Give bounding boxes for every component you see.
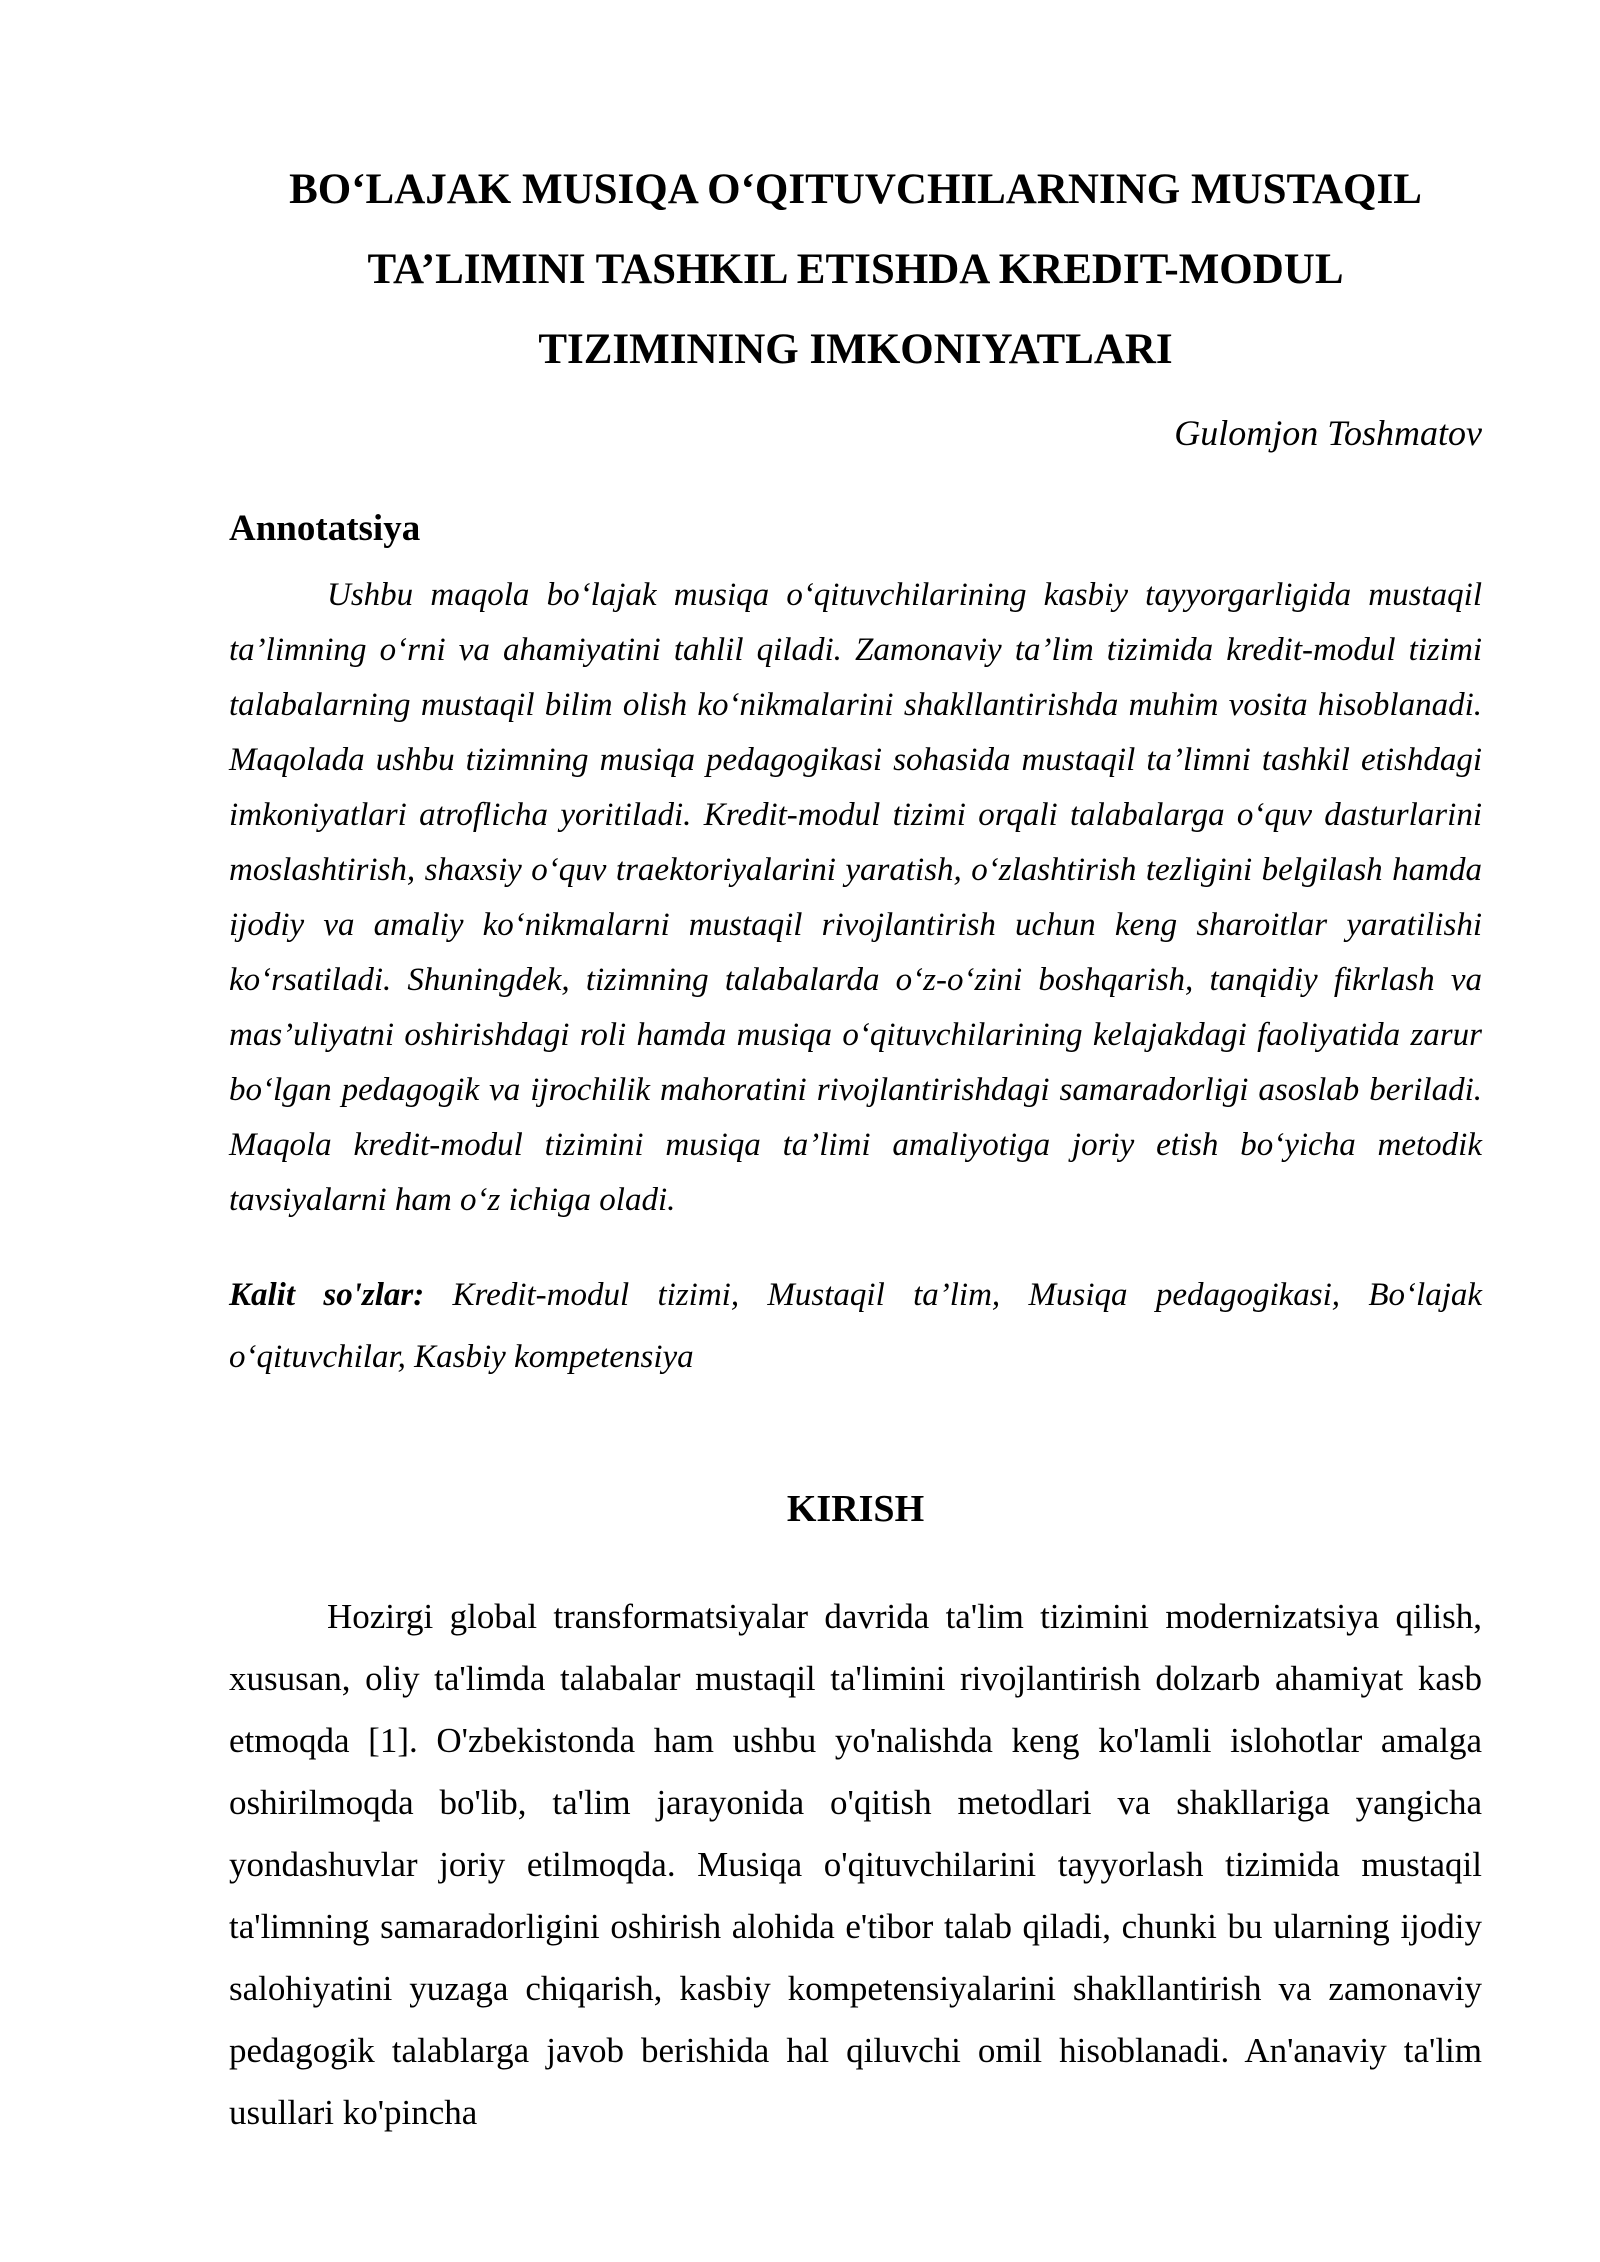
article-title-line-3: TIZIMINING IMKONIYATLARI <box>538 326 1173 373</box>
keywords-label: Kalit so'zlar: <box>229 1277 425 1313</box>
article-title <box>229 150 1482 390</box>
section-heading-kirish: KIRISH <box>786 1488 925 1530</box>
keywords-text: Kredit-modul tizimi, Mustaqil ta’lim, Musiqa pedagogikasi, Bo‘lajak o‘qituvchilar, Kasbiy kompetensiya <box>229 1277 1483 1375</box>
abstract-text: Ushbu maqola bo‘lajak musiqa o‘qituvchilarining kasbiy tayyorgarligida mustaqil ta’limning o‘rni va ahamiyatini tahlil qiladi. Zamonaviy ta’lim tizimida kredit-modul tizimi talabalarning mustaqil bilim olish ko‘nikmalarini shakllantirishda muhim vosita hisoblanadi. Maqolada ushbu tizimning musiqa pedagogikasi sohasida mustaqil ta’limni tashkil etishdagi imkoniyatlari atroflicha yoritiladi. Kredit-modul tizimi orqali talabalarga o‘quv dasturlarini moslashtirish, shaxsiy o‘quv traektoriyalarini yaratish, o‘zlashtirish tezligini belgilash hamda ijodiy va amaliy ko‘nikmalarni mustaqil rivojlantirish uchun keng sharoitlar yaratilishi ko‘rsatiladi. Shuningdek, tizimning talabalarda o‘z-o‘zini boshqarish, tanqidiy fikrlash va mas’uliyatni oshirishdagi roli hamda musiqa o‘qituvchilarining kelajakdagi faoliyatida zarur bo‘lgan pedagogik va ijrochilik mahoratini rivojlantirishdagi samaradorligi asoslab beriladi. Maqola kredit-modul tizimini musiqa ta’limi amaliyotiga joriy etish bo‘yicha metodik tavsiyalarni ham o‘z ichiga oladi. <box>229 577 1482 1218</box>
author-line: Gulomjon Toshmatov <box>1174 413 1482 453</box>
article-title-line-2: TA’LIMINI TASHKIL ETISHDA KREDIT-MODUL <box>367 246 1344 293</box>
intro-paragraph: Hozirgi global transformatsiyalar davrida ta'lim tizimini modernizatsiya qilish, xususan, oliy ta'limda talabalar mustaqil ta'limini rivojlantirish dolzarb ahamiyat kasb etmoqda [1]. O'zbekistonda ham ushbu yo'nalishda keng ko'lamli islohotlar amalga oshirilmoqda bo'lib, ta'lim jarayonida o'qitish metodlari va shakllariga yangicha yondashuvlar joriy etilmoqda. Musiqa o'qituvchilarini tayyorlash tizimida mustaqil ta'limning samaradorligini oshirish alohida e'tibor talab qiladi, chunki bu ularning ijodiy salohiyatini yuzaga chiqarish, kasbiy kompetensiyalarini shakllantirish va zamonaviy pedagogik talablarga javob berishida hal qiluvchi omil hisoblanadi. An'anaviy ta'lim usullari ko'pincha <box>229 1597 1482 2132</box>
keywords-line <box>229 1264 1482 1388</box>
article-title-line-1: BO‘LAJAK MUSIQA O‘QITUVCHILARNING MUSTAQIL <box>289 166 1422 213</box>
abstract-heading: Annotatsiya <box>229 508 421 549</box>
